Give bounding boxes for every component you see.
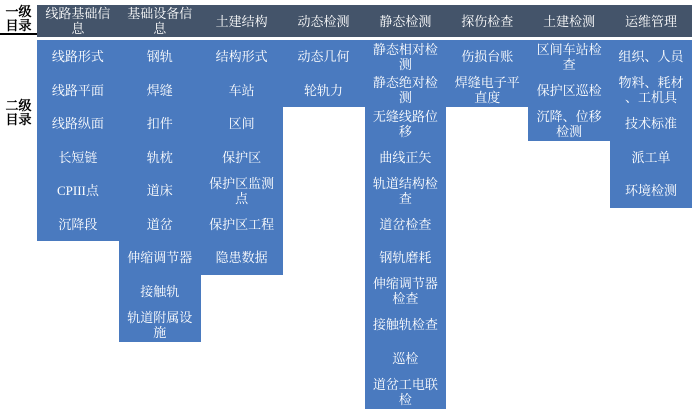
directory-item: CPIII点: [56, 183, 99, 199]
level1-directory-label: [0, 4, 37, 33]
directory-item: 沉降段: [58, 216, 98, 232]
directory-item: 无缝线路位移: [372, 108, 438, 139]
column-item-list: [610, 40, 692, 208]
directory-item: 道床: [146, 183, 173, 199]
directory-item: 轨枕: [146, 149, 173, 165]
column-header: 运维管理: [610, 5, 692, 37]
level2-directory-label-text: 二级目录: [5, 98, 32, 127]
directory-item: 保护区工程: [209, 216, 275, 232]
directory-item: 隐患数据: [215, 250, 268, 266]
directory-item: 静态绝对检测: [372, 75, 438, 106]
directory-item: 曲线正矢: [379, 149, 432, 165]
directory-item: 保护区巡检: [536, 82, 602, 98]
directory-column-3: [201, 5, 283, 275]
directory-item: 物料、耗材、工机具: [618, 75, 684, 106]
directory-item: 区间车站检查: [536, 41, 602, 72]
directory-item: 钢轨: [146, 49, 173, 65]
column-item-list: [528, 40, 610, 141]
directory-item: 扣件: [146, 116, 173, 132]
column-header: 土建检测: [528, 5, 610, 37]
column-item-list: [283, 40, 365, 107]
column-header: 土建结构: [201, 5, 283, 37]
directory-column-6: [446, 5, 528, 107]
directory-item: 焊缝: [146, 82, 173, 98]
column-header: 静态检测: [365, 5, 447, 37]
directory-item: 巡检: [392, 350, 419, 366]
column-item-list: [446, 40, 528, 107]
directory-item: 伸缩调节器检查: [372, 276, 438, 307]
directory-column-8: [610, 5, 692, 208]
directory-item: 沉降、位移检测: [536, 108, 602, 139]
level2-directory-label: [0, 98, 37, 128]
directory-item: 区间: [228, 116, 255, 132]
directory-column-5: [365, 5, 447, 409]
level1-directory-label-text: 一级目录: [5, 3, 32, 33]
directory-item: 组织、人员: [618, 49, 684, 65]
column-item-list: [37, 40, 119, 241]
directory-item: 动态几何: [297, 49, 350, 65]
directory-columns: [37, 5, 692, 409]
directory-item: 长短链: [58, 149, 98, 165]
directory-item: 保护区: [222, 149, 262, 165]
directory-item: 技术标准: [625, 116, 678, 132]
level1-underline: [0, 33, 37, 35]
directory-item: 接触轨: [140, 283, 180, 299]
directory-item: 道岔: [146, 216, 173, 232]
directory-column-4: [283, 5, 365, 107]
directory-item: 轨道附属设施: [127, 309, 193, 340]
directory-item: 线路纵面: [51, 116, 104, 132]
directory-item: 轮轨力: [304, 82, 344, 98]
directory-item: 道岔检查: [379, 216, 432, 232]
directory-item: 线路平面: [51, 82, 104, 98]
directory-item: 派工单: [631, 149, 671, 165]
column-header: 基础设备信息: [119, 5, 201, 37]
directory-item: 静态相对检测: [372, 41, 438, 72]
column-header: 探伤检查: [446, 5, 528, 37]
directory-column-1: [37, 5, 119, 241]
directory-item: 保护区监测点: [209, 175, 275, 206]
directory-item: 线路形式: [51, 49, 104, 65]
column-item-list: [201, 40, 283, 275]
directory-item: 环境检测: [625, 183, 678, 199]
directory-item: 伤损台账: [461, 49, 514, 65]
column-header: 动态检测: [283, 5, 365, 37]
directory-column-7: [528, 5, 610, 141]
directory-item: 焊缝电子平直度: [454, 75, 520, 106]
directory-item: 结构形式: [215, 49, 268, 65]
directory-item: 钢轨磨耗: [379, 250, 432, 266]
column-item-list: [365, 40, 447, 409]
directory-item: 接触轨检查: [372, 317, 438, 333]
directory-column-2: [119, 5, 201, 342]
directory-item: 轨道结构检查: [372, 175, 438, 206]
directory-item: 道岔工电联检: [372, 376, 438, 407]
directory-item: 车站: [228, 82, 255, 98]
column-header: 线路基础信息: [37, 5, 119, 37]
column-item-list: [119, 40, 201, 342]
directory-item: 伸缩调节器: [127, 250, 193, 266]
